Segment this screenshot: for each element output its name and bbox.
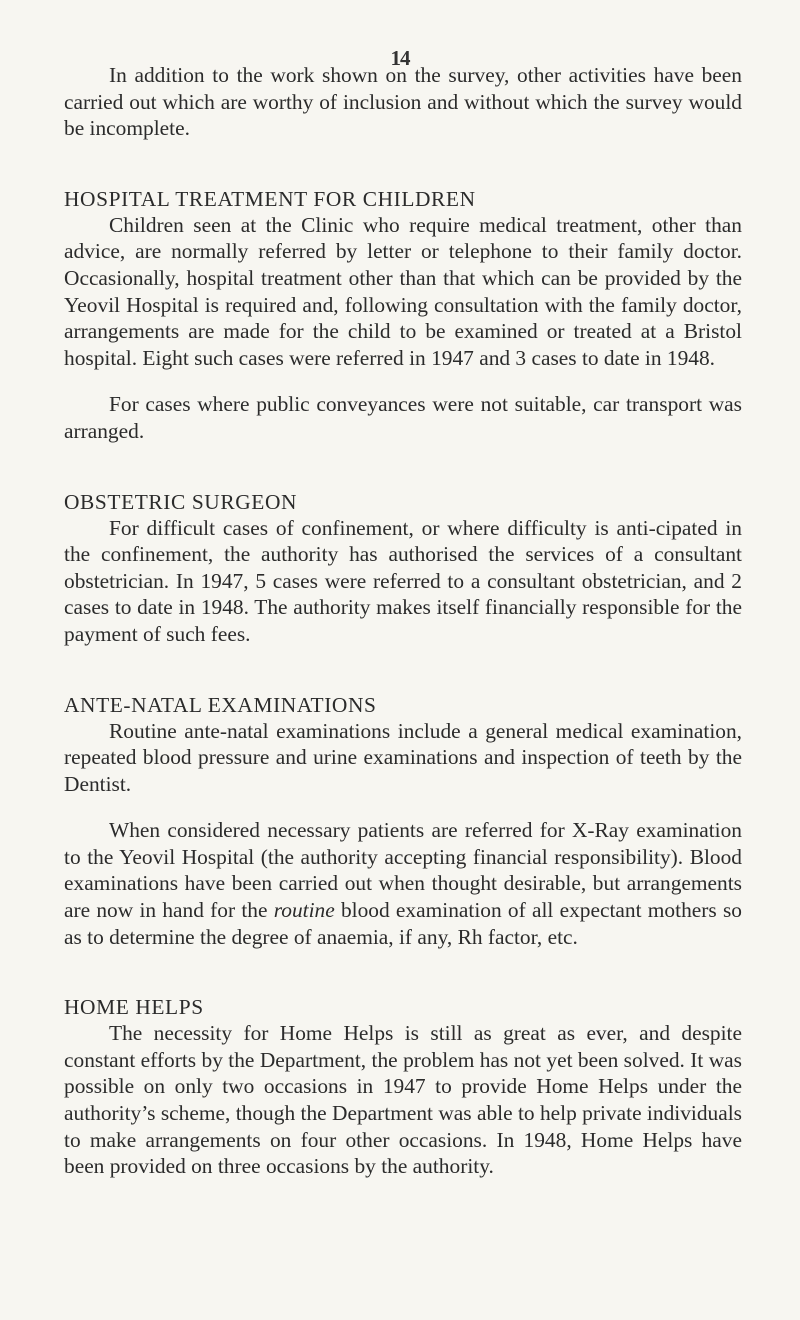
ante-natal-text-after: blood examination of all expectant mothers so as to determine the degree of anaemia, if any, Rh factor, etc. [64, 898, 742, 949]
ante-natal-paragraph-2 [64, 817, 742, 950]
hospital-paragraph-2: For cases where public conveyances were not suitable, car transport was arranged. [64, 392, 742, 443]
heading-obstetric-surgeon: OBSTETRIC SURGEON [64, 489, 298, 514]
ante-natal-text-before: When considered necessary patients are referred for X-Ray examination to the Yeovil Hospital (the authority accepting financial responsibility). Blood examinations have been carried out when thought desirable, but arrangements are now in hand for the [64, 818, 742, 923]
obstetric-paragraph-1: For difficult cases of confinement, or where difficulty is anti-cipated in the confinement, the authority has authorised the services of a consultant obstetrician. In 1947, 5 cases were referred to a consultant obstetrician, and 2 cases to date in 1948. The authority makes itself financially responsible for the payment of such fees. [64, 515, 742, 646]
heading-ante-natal: ANTE-NATAL EXAMINATIONS [64, 692, 377, 717]
ante-natal-italic-word: routine [273, 898, 335, 923]
home-helps-paragraph-1: The necessity for Home Helps is still as great as ever, and despite constant efforts by the Department, the problem has not yet been solved. It was possible on only two occasions in 1947 to provide Home Helps under the authority’s scheme, though the Department was able to help private individuals to make arrangements on four other occasions. In 1948, Home Helps have been provided on three occasions by the authority. [64, 1021, 742, 1179]
intro-paragraph: In addition to the work shown on the survey, other activities have been carried out which are worthy of inclusion and without which the survey would be incomplete. [64, 63, 742, 141]
ante-natal-paragraph-1: Routine ante-natal examinations include a general medical examination, repeated blood pressure and urine examinations and inspection of teeth by the Dentist. [64, 718, 742, 796]
heading-home-helps: HOME HELPS [64, 995, 204, 1020]
page-number: 14 [390, 46, 410, 70]
heading-hospital-treatment: HOSPITAL TREATMENT FOR CHILDREN [64, 186, 476, 211]
hospital-paragraph-1: Children seen at the Clinic who require medical treatment, other than advice, are normally referred by letter or telephone to their family doctor. Occasionally, hospital treatment other than that which can be provided by the Yeovil Hospital is required and, following consultation with the family doctor, arrangements are made for the child to be examined or treated at a Bristol hospital. Eight such cases were referred in 1947 and 3 cases to date in 1948. [64, 212, 742, 370]
